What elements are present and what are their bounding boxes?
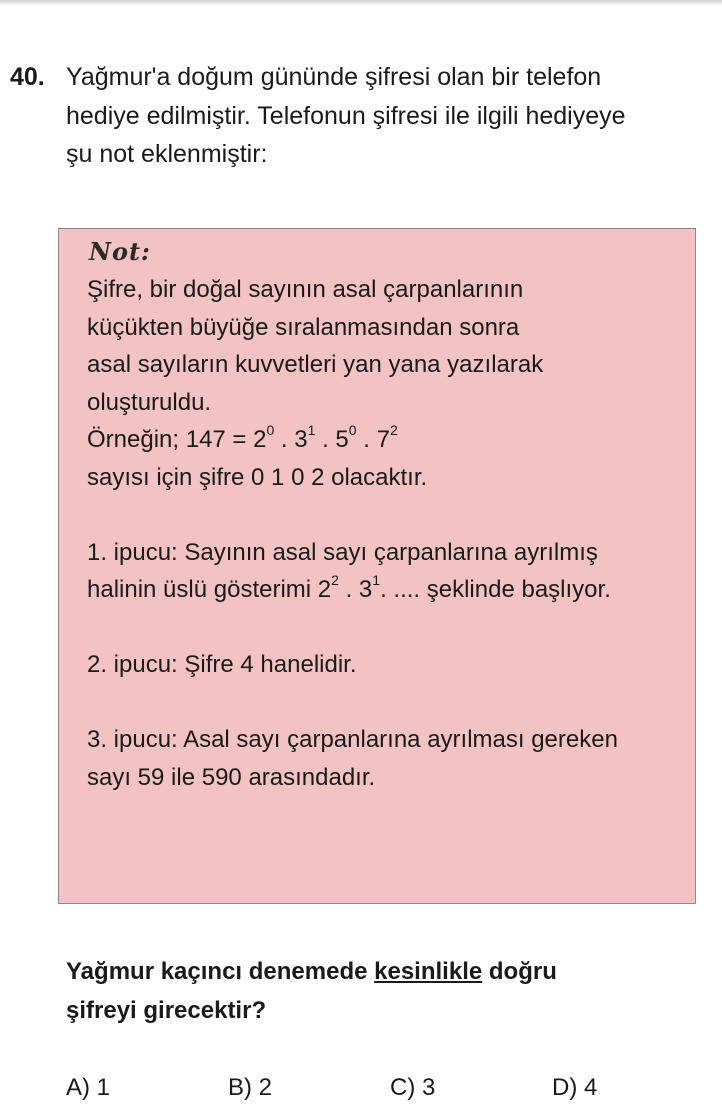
example-exponent: 0 [266,422,275,438]
note-example-result: sayısı için şifre 0 1 0 2 olacaktır. [87,463,428,491]
top-edge-divider [0,0,722,6]
note-title: Not: [89,237,151,266]
spacer [87,609,687,647]
note-box [58,228,696,904]
hint-3-line: sayı 59 ile 590 arasındadır. [87,763,376,791]
example-text: . 7 [356,426,390,453]
question-number: 40. [10,63,45,91]
spacer [87,496,687,534]
example-exponent: 1 [307,422,316,438]
question-prompt-line: şifreyi girecektir? [66,996,267,1024]
question-header [10,58,690,174]
example-text: Örneğin; 147 = 2 [87,426,267,453]
hint-3-line: 3. ipucu: Asal sayı çarpanlarına ayrılması gereken [87,726,618,753]
note-rule-line: küçükten büyüğe sıralanmasından sonra [87,313,520,341]
option-a[interactable]: A) 1 [66,1074,111,1101]
question-prompt-line [66,953,557,992]
spacer [87,684,687,722]
example-exponent: 0 [348,422,357,438]
option-d[interactable]: D) 4 [552,1074,598,1101]
option-c[interactable]: C) 3 [390,1074,436,1101]
note-example-line [87,421,687,459]
prompt-text: doğru [482,958,557,985]
hint-1-exponent: 2 [331,572,339,588]
prompt-emphasis: kesinlikle [374,958,483,985]
question-prompt [66,953,557,1030]
note-rule-line: Şifre, bir doğal sayının asal çarpanlarının [87,276,524,303]
option-b[interactable]: B) 2 [228,1074,273,1101]
question-stem-line: hediye edilmiştir. Telefonun şifresi ile ilgili hediyeye [66,101,626,130]
prompt-text: Yağmur kaçıncı denemede [66,958,375,985]
hint-1-text: halinin üslü gösterimi 2 [87,576,332,603]
hint-1-line: 1. ipucu: Sayının asal sayı çarpanlarına ayrılmış [87,538,598,566]
hint-1-line [87,571,687,609]
example-text: . 5 [315,426,349,453]
note-rule-line: oluşturuldu. [87,388,212,416]
question-stem-line: şu not eklenmiştir: [66,140,268,168]
note-content [87,271,687,796]
hint-1-text: . 3 [338,576,373,603]
example-text: . 3 [274,426,308,453]
question-stem [66,58,626,174]
answer-options [0,1070,722,1110]
hint-1-exponent: 1 [372,572,381,588]
hint-1-text: . .... şeklinde başlıyor. [380,576,611,603]
example-exponent: 2 [389,422,398,438]
question-stem-line: Yağmur'a doğum gününde şifresi olan bir telefon [66,63,602,91]
note-rule-line: asal sayıların kuvvetleri yan yana yazılarak [87,351,544,378]
hint-2-line: 2. ipucu: Şifre 4 hanelidir. [87,651,357,678]
